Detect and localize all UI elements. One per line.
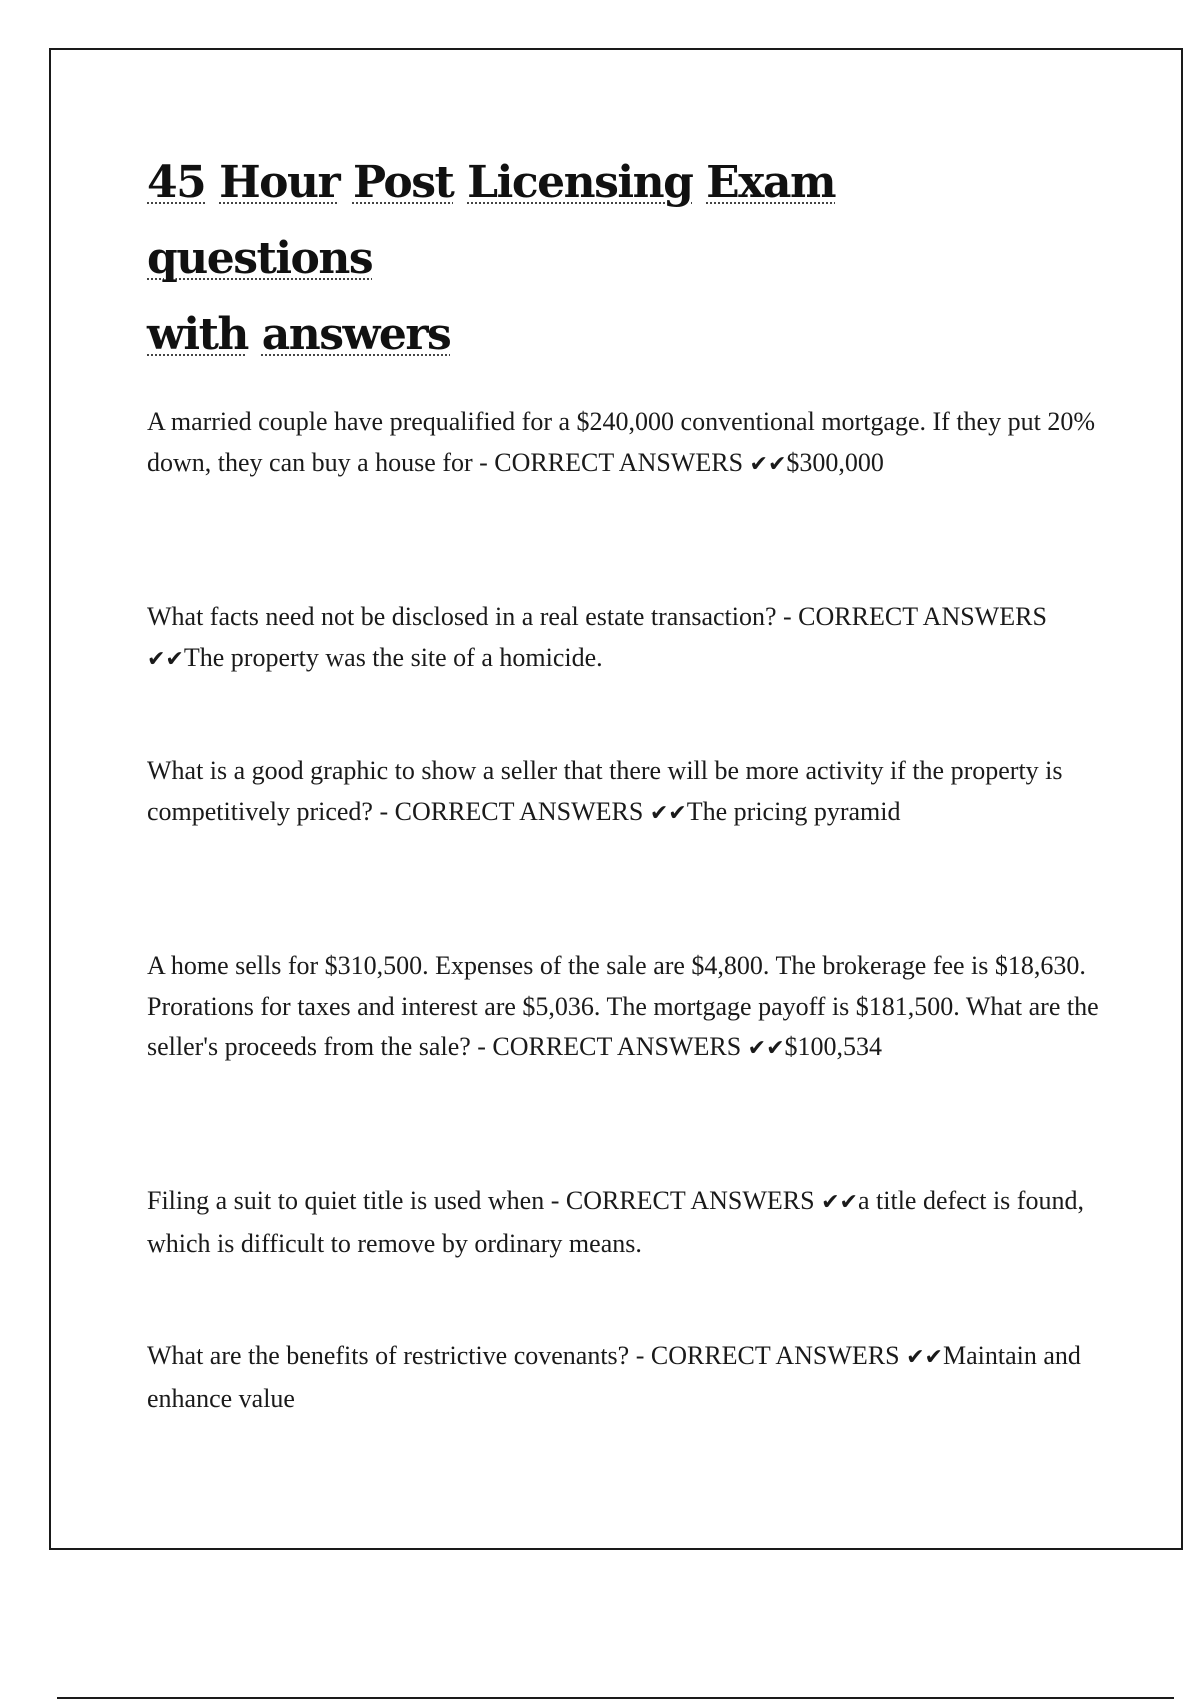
question-text: What is a good graphic to show a seller that there will be more activity if the property is competitively priced? - CORRECT ANSWERS	[147, 756, 1063, 826]
question-text: What are the benefits of restrictive covenants? - CORRECT ANSWERS	[147, 1341, 907, 1370]
title-word: answers	[261, 309, 451, 360]
answer-text: Maintain and enhance value	[147, 1341, 1081, 1413]
answer-text: a title defect is found, which is difficult to remove by ordinary means.	[147, 1186, 1084, 1258]
title-word: 45	[147, 157, 206, 208]
checkmark-icon: ✔✔	[649, 800, 687, 826]
checkmark-icon: ✔✔	[147, 646, 184, 672]
qa-item	[147, 751, 1107, 834]
title-word: Licensing	[467, 157, 693, 208]
answer-text: $300,000	[786, 447, 884, 477]
bottom-divider	[57, 1697, 1174, 1699]
qa-item	[147, 946, 1107, 1070]
page-frame	[49, 48, 1183, 1550]
checkmark-icon: ✔✔	[749, 451, 787, 477]
qa-item	[147, 1336, 1107, 1419]
answer-text: The pricing pyramid	[686, 796, 901, 826]
qa-item	[147, 1181, 1107, 1264]
question-text: What facts need not be disclosed in a real estate transaction? - CORRECT ANSWERS	[147, 602, 1047, 631]
title-word: Hour	[219, 157, 340, 208]
qa-item	[147, 402, 1107, 485]
question-text: A home sells for $310,500. Expenses of the sale are $4,800. The brokerage fee is $18,630. Prorations for taxes and interest are $5,036. The mortgage payoff is $181,500. What are the seller's proceeds from the sale? - CORRECT ANSWERS	[147, 951, 1099, 1061]
question-text: Filing a suit to quiet title is used when - CORRECT ANSWERS	[147, 1186, 822, 1215]
page-title	[147, 145, 1047, 373]
qa-item	[147, 597, 1107, 680]
title-word: questions	[147, 233, 373, 284]
title-word: with	[147, 309, 248, 360]
checkmark-icon: ✔✔	[821, 1190, 858, 1215]
answer-text: $100,534	[784, 1032, 883, 1061]
answer-text: The property was the site of a homicide.	[183, 642, 603, 672]
title-word: Post	[352, 157, 454, 208]
title-word: Exam	[706, 157, 836, 208]
question-text: A married couple have prequalified for a $240,000 conventional mortgage. If they put 20% down, they can buy a house for - CORRECT ANSWERS	[147, 407, 1095, 477]
checkmark-icon: ✔✔	[747, 1036, 785, 1061]
checkmark-icon: ✔✔	[906, 1345, 943, 1370]
